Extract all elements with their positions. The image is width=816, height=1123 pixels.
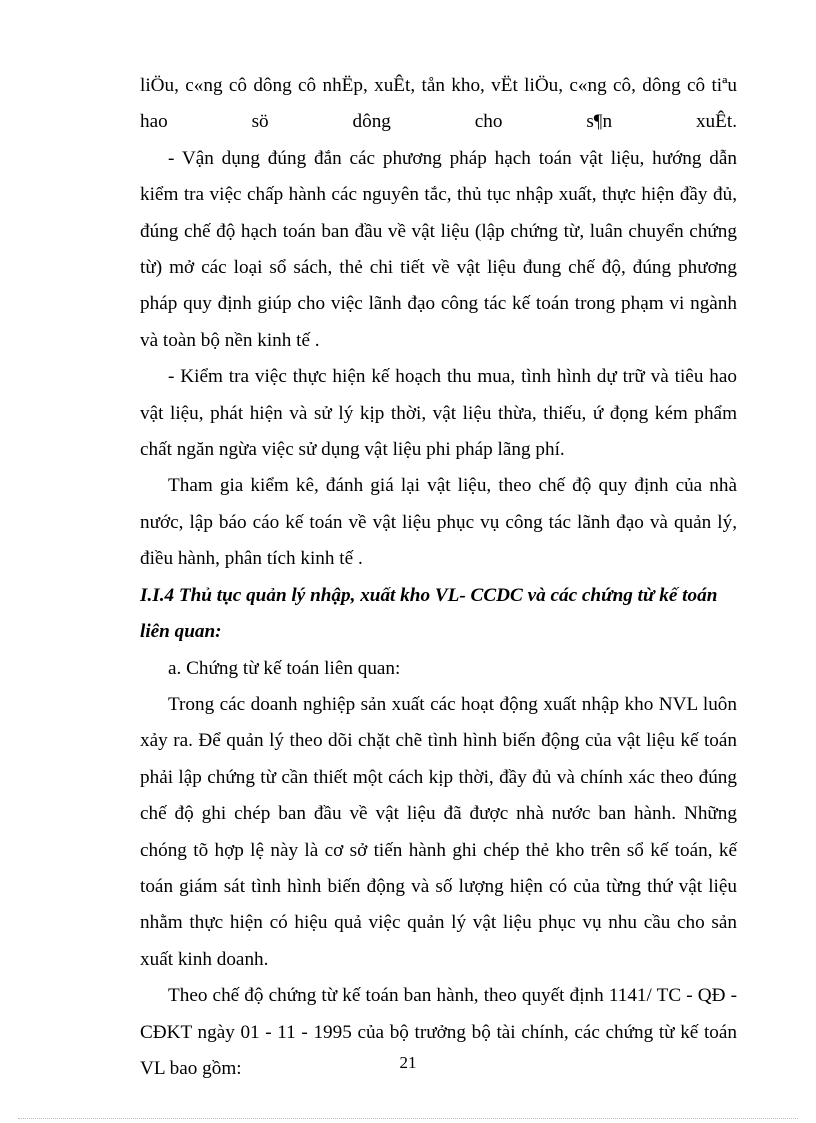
paragraph-1: liÖu, c«ng cô dông cô nhËp, xuÊt, tån kho, vËt liÖu, c«ng cô, dông cô tiªu hao sö dông cho s¶n xuÊt. [140,75,737,133]
paragraph-2: - Vận dụng đúng đắn các phương pháp hạch toán vật liệu, hướng dẫn kiểm tra việc chấp hành các nguyên tắc, thủ tục nhập xuất, thực hiện đầy đủ, đúng chế độ hạch toán ban đầu về vật liệu (lập chứng từ, luân chuyển chứng từ) mở các loại sổ sách, thẻ chi tiết về vật liệu đung chế độ, đúng phương pháp quy định giúp cho việc lãnh đạo công tác kế toán trong phạm vi ngành và toàn bộ nền kinh tế . [140,147,737,351]
paragraph-5: Trong các doanh nghiệp sản xuất các hoạt động xuất nhập kho NVL luôn xảy ra. Để quản lý theo dõi chặt chẽ tình hình biến động của vật liệu kế toán phải lập chứng từ cần thiết một cách kịp thời, đầy đủ và chính xác theo đúng chế độ ghi chép ban đầu về vật liệu đã được nhà nước ban hành. Những chóng tõ hợp lệ này là cơ sở tiến hành ghi chép thẻ kho trên sổ kế toán, kế toán giám sát tình hình biến động và số lượng hiện có của từng thứ vật liệu nhằm thực hiện có hiệu quả việc quản lý vật liệu phục vụ nhu cầu cho sản xuất kinh doanh. [140,693,737,970]
body-text [140,68,737,1087]
section-heading: I.I.4 Thủ tục quản lý nhập, xuất kho VL- CCDC và các chứng từ kế toán liên quan: [140,584,718,643]
paragraph-3: - Kiểm tra việc thực hiện kế hoạch thu mua, tình hình dự trữ và tiêu hao vật liệu, phát hiện và sử lý kịp thời, vật liệu thừa, thiếu, ứ đọng kém phẩm chất ngăn ngừa việc sử dụng vật liệu phi pháp lãng phí. [140,366,737,461]
subheading: a. Chứng từ kế toán liên quan: [168,657,401,679]
paragraph-4: Tham gia kiểm kê, đánh giá lại vật liệu, theo chế độ quy định của nhà nước, lập báo cáo kế toán về vật liệu phục vụ công tác lãnh đạo và quản lý, điều hành, phân tích kinh tế . [140,475,737,570]
page-number: 21 [399,1053,417,1072]
page-bottom-divider [18,1118,798,1119]
paragraph-6: Theo chế độ chứng từ kế toán ban hành, theo quyết định 1141/ TC - QĐ - CĐKT ngày 01 - 11 - 1995 của bộ trưởng bộ tài chính, các chứng từ kế toán VL bao gồm: [140,985,737,1079]
